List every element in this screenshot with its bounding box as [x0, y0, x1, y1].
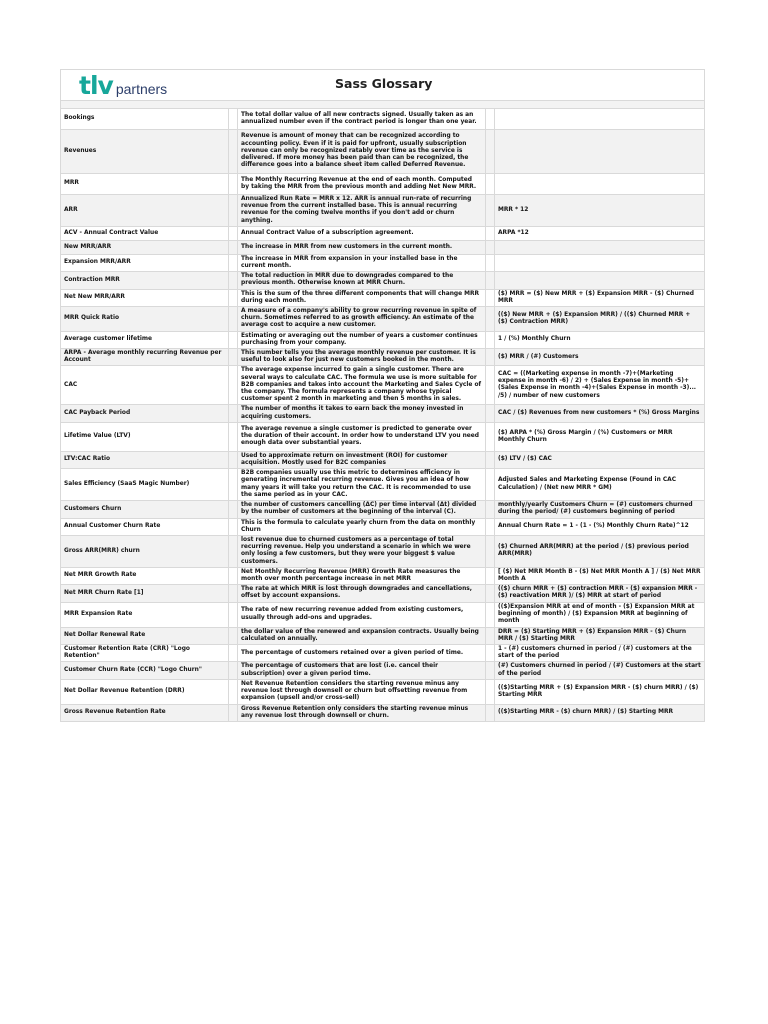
term-cell: CAC	[61, 366, 229, 405]
formula-cell	[495, 174, 705, 195]
formula-cell: [ ($) Net MRR Month B - ($) Net MRR Month A ] / ($) Net MRR Month A	[495, 567, 705, 584]
table-row	[61, 109, 705, 130]
definition-cell: The increase in MRR from expansion in your installed base in the current month.	[238, 254, 486, 271]
term-cell: ACV - Annual Contract Value	[61, 226, 229, 240]
table-row	[61, 644, 705, 661]
definition-cell: The total dollar value of all new contracts signed. Usually taken as an annualized number even if the contract period is longer than one year.	[238, 109, 486, 130]
table-row	[61, 174, 705, 195]
term-cell: Annual Customer Churn Rate	[61, 518, 229, 535]
definition-cell: This is the sum of the three different components that will change MRR during each month.	[238, 289, 486, 306]
table-row	[61, 679, 705, 704]
spacer-cell	[486, 704, 495, 721]
spacer-cell	[486, 240, 495, 254]
spacer-cell	[229, 226, 238, 240]
term-cell: LTV:CAC Ratio	[61, 451, 229, 468]
term-cell: MRR	[61, 174, 229, 195]
logo-mark: tlv	[79, 71, 113, 100]
definition-cell: The percentage of customers that are lost (i.e. cancel their subscription) over a given period time.	[238, 662, 486, 679]
definition-cell: The total reduction in MRR due to downgrades compared to the previous month. Otherwise known at MRR Churn.	[238, 272, 486, 289]
page-title: Sass Glossary	[335, 76, 433, 91]
spacer-cell	[229, 704, 238, 721]
logo-text: partners	[115, 81, 168, 97]
definition-cell: the dollar value of the renewed and expansion contracts. Usually being calculated on annually.	[238, 627, 486, 644]
formula-cell: 1 - (#) customers churned in period / (#) customers at the start of the period	[495, 644, 705, 661]
spacer-cell	[229, 627, 238, 644]
spacer-cell	[486, 254, 495, 271]
formula-cell	[495, 240, 705, 254]
formula-cell: Annual Churn Rate = 1 - (1 - (%) Monthly Churn Rate)^12	[495, 518, 705, 535]
spacer-cell	[229, 307, 238, 332]
term-cell: Net MRR Churn Rate [1]	[61, 585, 229, 602]
glossary-sheet	[60, 69, 705, 722]
table-row	[61, 567, 705, 584]
spacer-cell	[486, 469, 495, 501]
formula-cell: ARPA *12	[495, 226, 705, 240]
formula-cell: monthly/yearly Customers Churn = (#) customers churned during the period/ (#) customers beginning of period	[495, 501, 705, 518]
definition-cell: The average expense incurred to gain a single customer. There are several ways to calculate CAC. The formula we use is more suitable for B2B companies and takes into account the Marketing and Sales Cycle of the company. The formula represents a company whose typical customer spent 2 month in marketing and then 5 months in sales.	[238, 366, 486, 405]
table-row	[61, 240, 705, 254]
table-row	[61, 704, 705, 721]
term-cell: Net Dollar Revenue Retention (DRR)	[61, 679, 229, 704]
term-cell: Expansion MRR/ARR	[61, 254, 229, 271]
formula-cell: DRR = ($) Starting MRR + ($) Expansion MRR - ($) Churn MRR / ($) Starting MRR	[495, 627, 705, 644]
term-cell: Revenues	[61, 130, 229, 174]
spacer-cell	[229, 366, 238, 405]
formula-cell: (($) New MRR + ($) Expansion MRR) / (($) Churned MRR + ($) Contraction MRR)	[495, 307, 705, 332]
definition-cell: The number of months it takes to earn back the money invested in acquiring customers.	[238, 405, 486, 422]
table-row	[61, 272, 705, 289]
table-row	[61, 307, 705, 332]
term-cell: Customers Churn	[61, 501, 229, 518]
spacer-cell	[229, 585, 238, 602]
term-cell: Net New MRR/ARR	[61, 289, 229, 306]
definition-cell: The Monthly Recurring Revenue at the end of each month. Computed by taking the MRR from the previous month and adding Net New MRR.	[238, 174, 486, 195]
table-row	[61, 501, 705, 518]
spacer-cell	[486, 535, 495, 567]
table-row	[61, 518, 705, 535]
definition-cell: This number tells you the average monthly revenue per customer. It is useful to look also for just new customers booked in the month.	[238, 349, 486, 366]
spacer-cell	[486, 307, 495, 332]
table-row	[61, 422, 705, 451]
spacer-cell	[486, 662, 495, 679]
company-logo	[79, 70, 167, 100]
formula-cell: (($)Starting MRR + ($) Expansion MRR - ($) churn MRR) / ($) Starting MRR	[495, 679, 705, 704]
formula-cell	[495, 272, 705, 289]
spacer-cell	[229, 602, 238, 627]
spacer-cell	[486, 226, 495, 240]
term-cell: Sales Efficiency (SaaS Magic Number)	[61, 469, 229, 501]
spacer-cell	[486, 130, 495, 174]
spacer-cell	[486, 174, 495, 195]
formula-cell	[495, 254, 705, 271]
spacer-cell	[486, 405, 495, 422]
term-cell: CAC Payback Period	[61, 405, 229, 422]
definition-cell: Estimating or averaging out the number of years a customer continues purchasing from your company.	[238, 331, 486, 348]
definition-cell: The increase in MRR from new customers in the current month.	[238, 240, 486, 254]
table-row	[61, 254, 705, 271]
term-cell: ARPA - Average monthly recurring Revenue per Account	[61, 349, 229, 366]
table-row	[61, 130, 705, 174]
term-cell: Net MRR Growth Rate	[61, 567, 229, 584]
table-row	[61, 535, 705, 567]
table-row	[61, 349, 705, 366]
formula-cell: ($) Churned ARR(MRR) at the period / ($) previous period ARR(MRR)	[495, 535, 705, 567]
definition-cell: The rate at which MRR is lost through downgrades and cancellations, offset by account expansions.	[238, 585, 486, 602]
definition-cell: Revenue is amount of money that can be recognized according to accounting policy. Even if it is paid for upfront, usually subscription revenue can only be recognized ratably over time as the service is delivered. If more money has been paid than can be recognized, the difference goes into a balance sheet item called Deferred Revenue.	[238, 130, 486, 174]
spacer-cell	[229, 662, 238, 679]
spacer-cell	[229, 272, 238, 289]
formula-cell: (#) Customers churned in period / (#) Customers at the start of the period	[495, 662, 705, 679]
formula-cell: 1 / (%) Monthly Churn	[495, 331, 705, 348]
definition-cell: Annualized Run Rate = MRR x 12. ARR is annual run-rate of recurring revenue from the current installed base. This is annual recurring revenue for the coming twelve months if you don't add or churn anything.	[238, 195, 486, 227]
spacer-cell	[229, 567, 238, 584]
definition-cell: B2B companies usually use this metric to determines efficiency in generating incremental recurring revenue. Gives you an idea of how many years it will take you return the CAC. It is recommended to use the same period as in your CAC.	[238, 469, 486, 501]
definition-cell: Used to approximate return on investment (ROI) for customer acquisition. Mostly used for B2C companies	[238, 451, 486, 468]
formula-cell: ($) ARPA * (%) Gross Margin / (%) Customers or MRR Monthly Churn	[495, 422, 705, 451]
formula-cell: (($)Expansion MRR at end of month - ($) Expansion MRR at beginning of month) / ($) Expansion MRR at beginning of month	[495, 602, 705, 627]
term-cell: Lifetime Value (LTV)	[61, 422, 229, 451]
spacer-cell	[229, 331, 238, 348]
term-cell: Customer Retention Rate (CRR) "Logo Retention"	[61, 644, 229, 661]
definition-cell: Net Revenue Retention considers the starting revenue minus any revenue lost through downsell or churn but offsetting revenue from expansion (upsell and/or cross-sell)	[238, 679, 486, 704]
spacer-cell	[486, 272, 495, 289]
formula-cell	[495, 109, 705, 130]
formula-cell: ($) MRR = ($) New MRR + ($) Expansion MRR - ($) Churned MRR	[495, 289, 705, 306]
sheet-header	[60, 69, 705, 100]
table-row	[61, 602, 705, 627]
header-divider	[60, 100, 705, 108]
spacer-cell	[229, 174, 238, 195]
table-row	[61, 226, 705, 240]
table-row	[61, 405, 705, 422]
spacer-cell	[229, 254, 238, 271]
spacer-cell	[486, 195, 495, 227]
spacer-cell	[486, 627, 495, 644]
spacer-cell	[229, 644, 238, 661]
spacer-cell	[229, 679, 238, 704]
formula-cell: CAC = ((Marketing expense in month -7)+(Marketing expense in month -6) / 2) + (Sales Expense in month -5)+ (Sales Expense in month -4)+(Sales Expense in month -3)... /5) / number of new customers	[495, 366, 705, 405]
formula-cell: (($)Starting MRR - ($) churn MRR) / ($) Starting MRR	[495, 704, 705, 721]
term-cell: Average customer lifetime	[61, 331, 229, 348]
spacer-cell	[229, 349, 238, 366]
definition-cell: A measure of a company's ability to grow recurring revenue in spite of churn. Sometimes referred to as growth efficiency. An estimate of the average cost to acquire a new customer.	[238, 307, 486, 332]
definition-cell: The rate of new recurring revenue added from existing customers, usually through add-ons and upgrades.	[238, 602, 486, 627]
table-row	[61, 627, 705, 644]
term-cell: Net Dollar Renewal Rate	[61, 627, 229, 644]
spacer-cell	[486, 109, 495, 130]
spacer-cell	[229, 130, 238, 174]
definition-cell: Net Monthly Recurring Revenue (MRR) Growth Rate measures the month over month percentage increase in net MRR	[238, 567, 486, 584]
formula-cell: (($) churn MRR + ($) contraction MRR - ($) expansion MRR - ($) reactivation MRR )/ ($) MRR at start of period	[495, 585, 705, 602]
formula-cell: ($) MRR / (#) Customers	[495, 349, 705, 366]
table-row	[61, 662, 705, 679]
term-cell: Bookings	[61, 109, 229, 130]
spacer-cell	[486, 289, 495, 306]
spacer-cell	[486, 518, 495, 535]
table-row	[61, 289, 705, 306]
spacer-cell	[229, 518, 238, 535]
spacer-cell	[229, 109, 238, 130]
definition-cell: Annual Contract Value of a subscription agreement.	[238, 226, 486, 240]
spacer-cell	[486, 349, 495, 366]
formula-cell: CAC / ($) Revenues from new customers * (%) Gross Margins	[495, 405, 705, 422]
formula-cell: MRR * 12	[495, 195, 705, 227]
spacer-cell	[229, 469, 238, 501]
definition-cell: lost revenue due to churned customers as a percentage of total recurring revenue. Help you understand a scenario in which we were only losing a few customers, but they were your biggest $ value customers.	[238, 535, 486, 567]
spacer-cell	[486, 679, 495, 704]
term-cell: Customer Churn Rate (CCR) "Logo Churn"	[61, 662, 229, 679]
spacer-cell	[486, 451, 495, 468]
definition-cell: This is the formula to calculate yearly churn from the data on monthly Churn	[238, 518, 486, 535]
term-cell: MRR Quick Ratio	[61, 307, 229, 332]
table-row	[61, 366, 705, 405]
table-row	[61, 195, 705, 227]
spacer-cell	[486, 422, 495, 451]
formula-cell: Adjusted Sales and Marketing Expense (Found in CAC Calculation) / (Net new MRR * GM)	[495, 469, 705, 501]
table-row	[61, 469, 705, 501]
spacer-cell	[486, 585, 495, 602]
spacer-cell	[486, 331, 495, 348]
term-cell: MRR Expansion Rate	[61, 602, 229, 627]
spacer-cell	[486, 501, 495, 518]
spacer-cell	[229, 405, 238, 422]
term-cell: Contraction MRR	[61, 272, 229, 289]
spacer-cell	[229, 451, 238, 468]
spacer-cell	[229, 422, 238, 451]
spacer-cell	[229, 195, 238, 227]
spacer-cell	[486, 567, 495, 584]
definition-cell: The average revenue a single customer is predicted to generate over the duration of their account. In order how to understand LTV you need enough data over substantial years.	[238, 422, 486, 451]
spacer-cell	[486, 602, 495, 627]
formula-cell: ($) LTV / ($) CAC	[495, 451, 705, 468]
formula-cell	[495, 130, 705, 174]
term-cell: Gross ARR(MRR) churn	[61, 535, 229, 567]
definition-cell: The percentage of customers retained over a given period of time.	[238, 644, 486, 661]
spacer-cell	[229, 240, 238, 254]
definition-cell: Gross Revenue Retention only considers the starting revenue minus any revenue lost through downsell or churn.	[238, 704, 486, 721]
definition-cell: the number of customers cancelling (ΔC) per time interval (Δt) divided by the number of customers at the beginning of the interval (C).	[238, 501, 486, 518]
spacer-cell	[229, 535, 238, 567]
table-row	[61, 585, 705, 602]
table-row	[61, 451, 705, 468]
glossary-table	[60, 108, 705, 722]
term-cell: New MRR/ARR	[61, 240, 229, 254]
term-cell: ARR	[61, 195, 229, 227]
term-cell: Gross Revenue Retention Rate	[61, 704, 229, 721]
table-row	[61, 331, 705, 348]
spacer-cell	[229, 501, 238, 518]
spacer-cell	[486, 366, 495, 405]
spacer-cell	[229, 289, 238, 306]
spacer-cell	[486, 644, 495, 661]
